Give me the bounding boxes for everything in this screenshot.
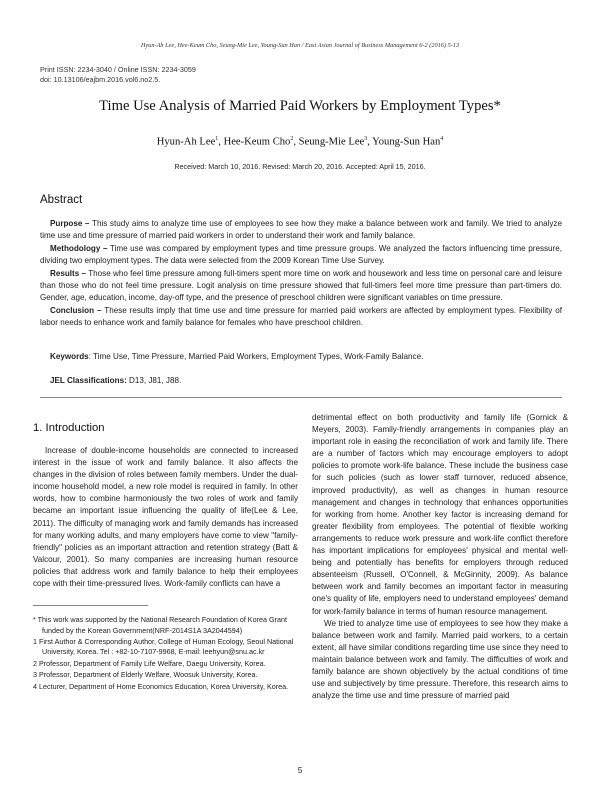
section-heading-introduction: 1. Introduction <box>33 422 105 434</box>
running-head: Hyun-Ah Lee, Hee-Keum Cho, Seung-Mie Lee, Young-Sun Han / East Asian Journal of Business Management 6-2 (2016) 5-13 <box>140 42 460 49</box>
paper-title: Time Use Analysis of Married Paid Workers by Employment Types* <box>99 98 501 114</box>
keywords-label: Keywords <box>50 352 89 361</box>
author-affiliation-mark: 3 <box>364 136 368 142</box>
author-affiliation-mark: 4 <box>440 136 444 142</box>
abstract-text: Those who feel time pressure among full-timers spent more time on work and housework and less time on personal care and leisure than those who do not feel time pressure. Logit analysis on time pressure showed that full-timers feel more time pressure than part-timers do. Gender, age, education, income, day-off type, and the presence of preschool children were significant variables on time pressure. <box>40 268 562 303</box>
page-number: 5 <box>297 765 303 775</box>
right-column <box>312 412 568 702</box>
jel-classifications <box>50 376 181 385</box>
abstract-label: Conclusion – <box>50 305 102 315</box>
body-paragraph: Increase of double-income households are connected to increased interest in the issue of work and family balance. It also affects the changes in the division of roles between family members. Under the dual-income household model, a new role model is required in family. In other words, how to combine harmoniously the two roles of work and family became an important issue influencing the quality of life(Lee & Lee, 2011). The difficulty of managing work and family demands has increased for many working adults, and many employers have come to view "family-friendly" policies as an important attraction and retention strategy (Batt & Valcour, 2001). So many companies are increasing human resource policies that address work and family balance to help their employees cope with their time-pressured lives. Work-family conflicts can have a <box>33 446 298 589</box>
abstract-label: Purpose – <box>50 219 90 228</box>
keywords-text: : Time Use, Time Pressure, Married Paid Workers, Employment Types, Work-Family Balance. <box>88 352 424 361</box>
abstract-paragraph-conclusion <box>40 305 562 330</box>
footnotes <box>33 615 298 692</box>
jel-label: JEL Classifications: <box>50 376 127 385</box>
footnote-author-3: 3 Professor, Department of Elderly Welfare, Woosuk University, Korea. <box>33 670 258 680</box>
abstract-body <box>40 218 562 330</box>
abstract-label: Methodology – <box>50 243 108 253</box>
abstract-text: This study aims to analyze time use of employees to see how they make a balance between work and family. We tried to analyze time use and time pressure of married paid workers in order to understand their work and family balance. <box>40 219 562 241</box>
footnote-funding: * This work was supported by the National Research Foundation of Korea Grant funded by the Korean Government(NRF-2014S1A 3A2044594) <box>33 615 287 635</box>
author-affiliation-mark: 1 <box>215 136 219 142</box>
section-divider <box>40 397 562 398</box>
abstract-heading: Abstract <box>40 194 83 206</box>
doi-line: doi: 10.13106/eajbm.2016.vol6.no2.5. <box>40 74 161 84</box>
body-paragraph: detrimental effect on both productivity and family life (Gornick & Meyers, 2003). Family-friendly arrangements in companies play an important role in easing the reconciliation of work and family life. There are a number of factors which may encourage employers to adopt policies to promote work-life balance. These include the business case for such policies (such as lower staff turnover, reduced absence, improved productivity), as well as changes in human resource management and changes in technology that enhances opportunities for working from home. Another key factor is increasing demand for greater flexibility from employees. The potential of flexible working arrangements to reduce work pressure and work-life conflict therefore has important implications for employees' physical and mental well-being and potentially has benefits for employers through reduced absenteeism (Russell, O'Connell, & McGinnity, 2009). As balance between work and family becomes an important factor in measuring one's quality of life, employers need to understand employees' demand for work-family balance in terms of human resource management. <box>312 413 568 616</box>
submission-dates: Received: March 10, 2016. Revised: March 20, 2016. Accepted: April 15, 2016. <box>174 162 426 171</box>
abstract-label: Results – <box>50 268 87 278</box>
footnote-divider <box>33 605 148 606</box>
abstract-text: Time use was compared by employment types and time pressure groups. We analyzed the factors influencing time pressure, dividing two employment types. The data were selected from the 2009 Korean Time Use Survey. <box>40 243 562 266</box>
abstract-paragraph-results <box>40 268 562 305</box>
author-name: Hee-Keum Cho <box>223 136 291 148</box>
author-name: Seung-Mie Lee <box>298 136 365 148</box>
author-list: Hyun-Ah Lee$^1$, Hee-Keum Cho$^2$, Seung-Mie Lee$^3$, Young-Sun Han$^4$ <box>156 136 444 148</box>
jel-text: D13, J81, J88. <box>126 376 182 385</box>
issn-line: Print ISSN: 2234-3040 / Online ISSN: 2234-3059 <box>40 65 196 74</box>
abstract-paragraph-methodology <box>40 243 562 268</box>
introduction-text-right <box>312 412 568 702</box>
left-column <box>33 412 298 693</box>
abstract-text: These results imply that time use and time pressure for married paid workers are affected by employment types. Flexibility of labor needs to enhance work and family balance for females who have preschool children. <box>40 305 562 328</box>
author-name: Young-Sun Han <box>372 136 441 148</box>
footnote-author-2: 2 Professor, Department of Family Life Welfare, Daegu University, Korea. <box>33 658 266 668</box>
abstract-paragraph-purpose <box>40 218 562 243</box>
body-paragraph: We tried to analyze time use of employees to see how they make a balance between work and family. Married paid workers, to a certain extent, all have similar conditions regarding time use since they need to maintain balance between work and family. The difficulties of work and family balance are shown objectively by the actual conditions of time use and subjectively by time pressure. Therefore, this research aims to analyze the time use and time pressure of married paid <box>312 618 568 701</box>
footnote-author-4: 4 Lecturer, Department of Home Economics Education, Korea University, Korea. <box>33 681 289 691</box>
footnote-author-1: 1 First Author & Corresponding Author, College of Human Ecology, Seoul National University, Korea. Tel : +82-10-7107-9968, E-mail: leehyun@snu.ac.kr <box>33 636 294 657</box>
keywords <box>50 352 560 361</box>
author-affiliation-mark: 2 <box>290 136 294 142</box>
author-name: Hyun-Ah Lee <box>156 136 216 148</box>
publication-info <box>40 65 196 84</box>
introduction-text-left <box>33 445 298 590</box>
